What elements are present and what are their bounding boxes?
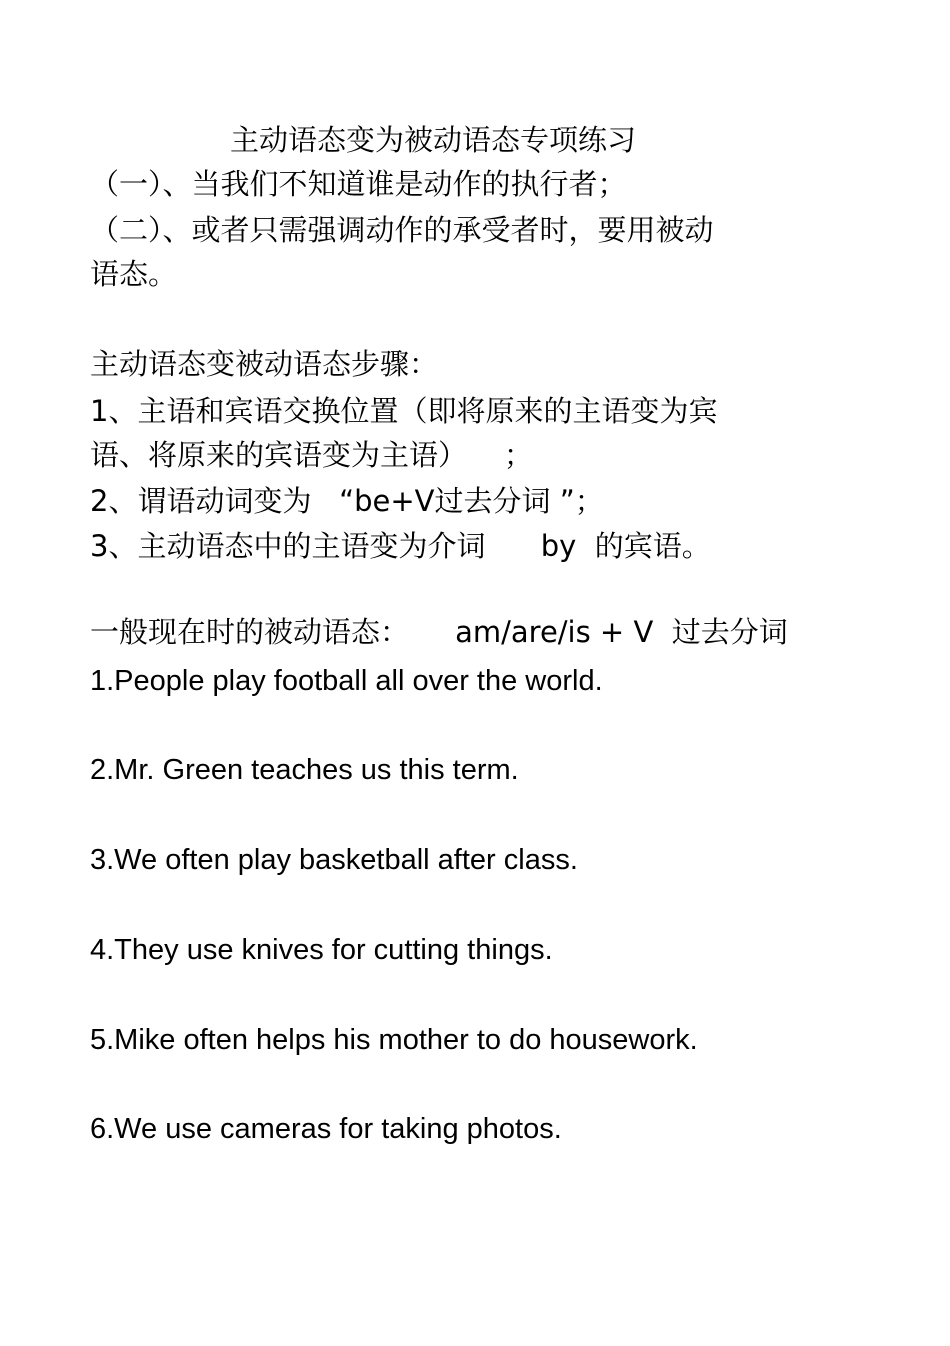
intro-line-1: （一）、当我们不知道谁是动作的执行者； xyxy=(90,167,627,201)
step-1-line-1: 1、主语和宾语交换位置（即将原来的主语变为宾 xyxy=(90,394,718,428)
page-title: 主动语态变为被动语态专项练习 xyxy=(230,123,637,157)
step-2: 2、谓语动词变为 “be+V过去分词 ”； xyxy=(90,484,604,518)
intro-line-3: 语态。 xyxy=(90,257,178,291)
step-3: 3、主动语态中的主语变为介词 by 的宾语。 xyxy=(90,529,711,563)
exercise-item: 3.We often play basketball after class. xyxy=(90,844,578,876)
section-heading: 一般现在时的被动语态： am/are/is + V 过去分词 xyxy=(90,615,788,649)
exercise-item: 2.Mr. Green teaches us this term. xyxy=(90,754,519,786)
steps-heading: 主动语态变被动语态步骤： xyxy=(90,347,439,381)
exercise-item: 6.We use cameras for taking photos. xyxy=(90,1113,562,1145)
exercise-item: 4.They use knives for cutting things. xyxy=(90,934,553,966)
step-1-line-2: 语、将原来的宾语变为主语） ； xyxy=(90,438,533,472)
intro-line-2: （二）、或者只需强调动作的承受者时，要用被动 xyxy=(90,213,714,247)
exercise-item: 5.Mike often helps his mother to do housework. xyxy=(90,1024,698,1056)
exercise-item: 1.People play football all over the world. xyxy=(90,665,603,697)
